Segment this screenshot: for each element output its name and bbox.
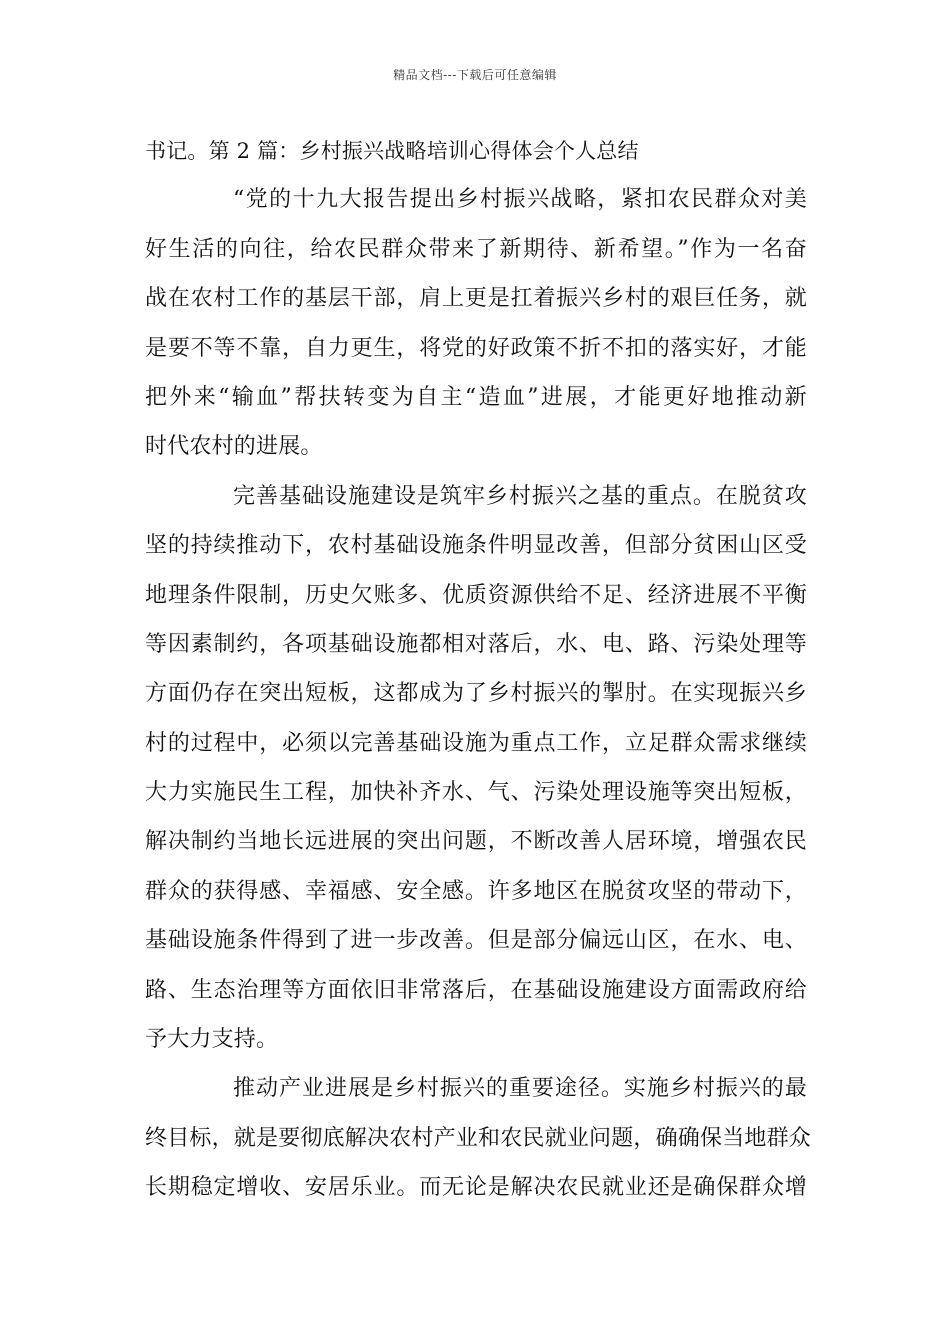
text-line: 群众的获得感、幸福感、安全感。许多地区在脱贫攻坚的带动下， [145, 878, 807, 904]
text-line: 予大力支持。 [145, 1027, 279, 1053]
text-line: 方面仍存在突出短板，这都成为了乡村振兴的掣肘。在实现振兴乡 [145, 681, 807, 707]
text-line: 战在农村工作的基层干部，肩上更是扛着振兴乡村的艰巨任务，就 [145, 286, 807, 312]
text-line: 等因素制约，各项基础设施都相对落后，水、电、路、污染处理等 [145, 631, 807, 657]
text-line: 坚的持续推动下，农村基础设施条件明显改善，但部分贫困山区受 [145, 533, 807, 559]
text-line: 是要不等不靠，自力更生，将党的好政策不折不扣的落实好，才能 [145, 335, 807, 361]
text-line: 终目标，就是要彻底解决农村产业和农民就业问题，确确保当地群众 [145, 1125, 812, 1151]
page-header: 精品文档---下载后可任意编辑 [393, 68, 557, 82]
text-line: 大力实施民生工程，加快补齐水、气、污染处理设施等突出短板， [145, 780, 807, 806]
text-line: “党的十九大报告提出乡村振兴战略，紧扣农民群众对美 [233, 187, 807, 213]
text-line: 好生活的向往，给农民群众带来了新期待、新希望。”作为一名奋 [145, 236, 807, 262]
text-line: 长期稳定增收、安居乐业。而无论是解决农民就业还是确保群众增 [145, 1175, 807, 1201]
text-line: 推动产业进展是乡村振兴的重要途径。实施乡村振兴的最 [233, 1076, 807, 1102]
text-line: 把外来“输血”帮扶转变为自主“造血”进展，才能更好地推动新 [145, 384, 807, 410]
text-line: 村的过程中，必须以完善基础设施为重点工作，立足群众需求继续 [145, 730, 807, 756]
text-line: 解决制约当地长远进展的突出问题，不断改善人居环境，增强农民 [145, 829, 807, 855]
text-line: 基础设施条件得到了进一步改善。但是部分偏远山区，在水、电、 [145, 928, 807, 954]
document-body [145, 132, 812, 1219]
text-line: 时代农村的进展。 [145, 434, 323, 460]
text-line: 地理条件限制，历史欠账多、优质资源供给不足、经济进展不平衡 [145, 582, 807, 608]
text-line: 书记。第 2 篇：乡村振兴战略培训心得体会个人总结 [145, 139, 639, 163]
text-line: 路、生态治理等方面依旧非常落后，在基础设施建设方面需政府给 [145, 977, 807, 1003]
text-line: 完善基础设施建设是筑牢乡村振兴之基的重点。在脱贫攻 [233, 483, 807, 509]
